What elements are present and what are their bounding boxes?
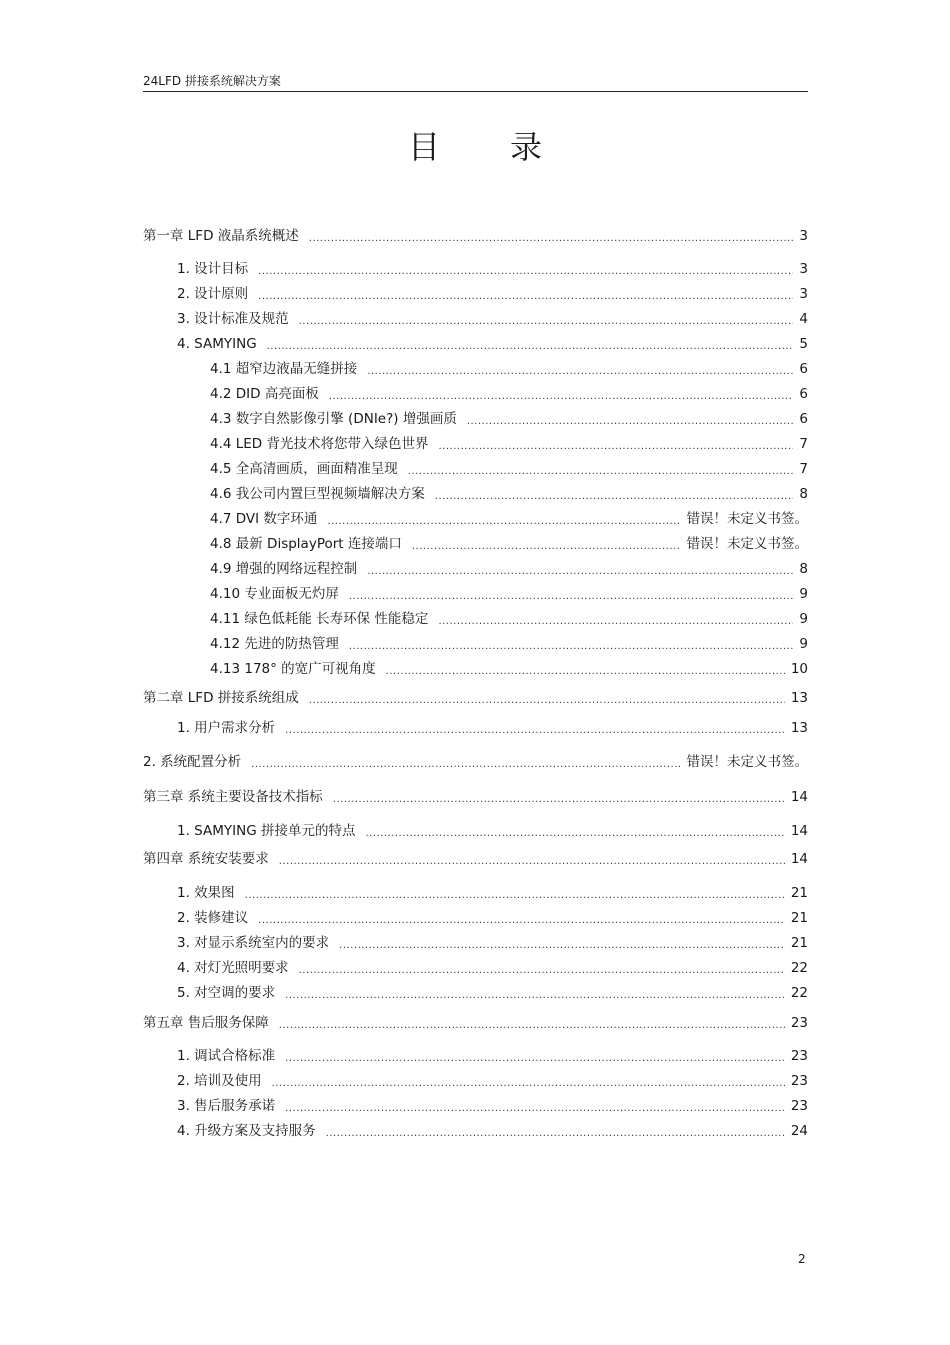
toc-leader-dots xyxy=(333,787,785,807)
toc-entry[interactable] xyxy=(143,226,808,246)
toc-entry-label: 3. 售后服务承诺 xyxy=(177,1098,276,1114)
toc-entry[interactable] xyxy=(143,849,808,869)
toc-entry-label: 第二章 LFD 拼接系统组成 xyxy=(143,690,299,706)
toc-entry-page: 3 xyxy=(799,261,808,277)
toc-entry[interactable] xyxy=(143,752,808,772)
toc-leader-dots xyxy=(349,634,794,654)
toc-leader-dots xyxy=(435,484,794,504)
toc-entry-page: 7 xyxy=(799,461,808,477)
toc-entry-label: 4.4 LED 背光技术将您带入绿色世界 xyxy=(210,436,429,452)
toc-leader-dots xyxy=(285,983,785,1003)
toc-leader-dots xyxy=(467,409,794,429)
toc-entry[interactable] xyxy=(143,1013,808,1033)
toc-entry[interactable] xyxy=(177,883,808,903)
toc-leader-dots xyxy=(412,534,681,554)
toc-entry[interactable] xyxy=(177,983,808,1003)
toc-entry-page: 错误！未定义书签。 xyxy=(686,754,808,770)
toc-entry-label: 2. 装修建议 xyxy=(177,910,249,926)
toc-entry[interactable] xyxy=(177,821,808,841)
toc-leader-dots xyxy=(258,908,785,928)
toc-leader-dots xyxy=(439,434,794,454)
toc-entry-page: 13 xyxy=(790,720,808,736)
toc-entry[interactable] xyxy=(210,459,808,479)
toc-entry-page: 9 xyxy=(799,636,808,652)
toc-entry-page: 4 xyxy=(799,311,808,327)
toc-entry[interactable] xyxy=(210,484,808,504)
toc-entry-label: 2. 系统配置分析 xyxy=(143,754,242,770)
toc-entry-label: 4.10 专业面板无灼屏 xyxy=(210,586,339,602)
toc-entry-label: 1. 效果图 xyxy=(177,885,235,901)
toc-entry[interactable] xyxy=(177,958,808,978)
toc-leader-dots xyxy=(245,883,785,903)
toc-entry-label: 3. 设计标准及规范 xyxy=(177,311,289,327)
toc-entry[interactable] xyxy=(143,787,808,807)
toc-entry[interactable] xyxy=(177,933,808,953)
toc-entry-page: 错误！未定义书签。 xyxy=(686,536,808,552)
toc-leader-dots xyxy=(258,259,793,279)
toc-leader-dots xyxy=(309,226,794,246)
toc-entry-label: 2. 设计原则 xyxy=(177,286,249,302)
toc-entry-page: 9 xyxy=(799,586,808,602)
toc-entry-label: 4.7 DVI 数字环通 xyxy=(210,511,318,527)
toc-leader-dots xyxy=(279,849,785,869)
toc-entry-label: 2. 培训及使用 xyxy=(177,1073,262,1089)
toc-entry-page: 14 xyxy=(790,851,808,867)
toc-entry[interactable] xyxy=(210,359,808,379)
toc-leader-dots xyxy=(285,718,785,738)
toc-leader-dots xyxy=(367,559,793,579)
toc-entry-page: 10 xyxy=(790,661,808,677)
toc-entry[interactable] xyxy=(210,634,808,654)
toc-entry-page: 5 xyxy=(799,336,808,352)
toc-entry-page: 23 xyxy=(790,1015,808,1031)
toc-entry[interactable] xyxy=(177,1096,808,1116)
toc-entry-label: 4.13 178° 的宽广可视角度 xyxy=(210,661,376,677)
toc-entry-page: 14 xyxy=(790,823,808,839)
toc-entry-page: 13 xyxy=(790,690,808,706)
toc-leader-dots xyxy=(251,752,680,772)
toc-entry-label: 1. 用户需求分析 xyxy=(177,720,276,736)
toc-entry-page: 7 xyxy=(799,436,808,452)
toc-title: 目录 xyxy=(407,128,612,166)
toc-entry-label: 4.1 超窄边液晶无缝拼接 xyxy=(210,361,358,377)
toc-entry[interactable] xyxy=(210,559,808,579)
toc-leader-dots xyxy=(365,821,784,841)
toc-entry[interactable] xyxy=(177,908,808,928)
toc-entry-label: 3. 对显示系统室内的要求 xyxy=(177,935,330,951)
toc-entry-page: 错误！未定义书签。 xyxy=(686,511,808,527)
toc-leader-dots xyxy=(267,334,794,354)
toc-entry-page: 23 xyxy=(790,1098,808,1114)
toc-leader-dots xyxy=(279,1013,785,1033)
toc-entry-label: 4.6 我公司内置巨型视频墙解决方案 xyxy=(210,486,425,502)
toc-entry-page: 22 xyxy=(790,960,808,976)
toc-entry-label: 4.12 先进的防热管理 xyxy=(210,636,339,652)
toc-entry[interactable] xyxy=(177,284,808,304)
toc-entry-page: 8 xyxy=(799,561,808,577)
toc-entry-page: 23 xyxy=(790,1048,808,1064)
toc-entry-label: 4.8 最新 DisplayPort 连接端口 xyxy=(210,536,402,552)
toc-entry-page: 6 xyxy=(799,411,808,427)
toc-entry[interactable] xyxy=(210,534,808,554)
toc-entry-page: 23 xyxy=(790,1073,808,1089)
toc-entry[interactable] xyxy=(177,259,808,279)
toc-leader-dots xyxy=(349,584,794,604)
toc-entry[interactable] xyxy=(177,334,808,354)
toc-leader-dots xyxy=(438,609,793,629)
toc-entry[interactable] xyxy=(210,384,808,404)
header-title: 24LFD 拼接系统解决方案 xyxy=(143,74,281,88)
toc-entry[interactable] xyxy=(143,688,808,708)
toc-leader-dots xyxy=(285,1096,785,1116)
toc-entry-page: 3 xyxy=(799,286,808,302)
toc-entry[interactable] xyxy=(210,434,808,454)
toc-entry-label: 4.11 绿色低耗能 长寿环保 性能稳定 xyxy=(210,611,429,627)
toc-entry-page: 14 xyxy=(790,789,808,805)
toc-entry-page: 9 xyxy=(799,611,808,627)
toc-entry-label: 1. SAMYING 拼接单元的特点 xyxy=(177,823,356,839)
toc-entry-label: 第五章 售后服务保障 xyxy=(143,1015,269,1031)
toc-leader-dots xyxy=(272,1071,785,1091)
toc-entry[interactable] xyxy=(177,1046,808,1066)
toc-entry-page: 24 xyxy=(790,1123,808,1139)
toc-entry-page: 21 xyxy=(790,935,808,951)
toc-entry[interactable] xyxy=(210,659,808,679)
toc-entry[interactable] xyxy=(177,1121,808,1141)
toc-leader-dots xyxy=(326,1121,785,1141)
toc-entry[interactable] xyxy=(210,409,808,429)
toc-entry-label: 第四章 系统安装要求 xyxy=(143,851,269,867)
toc-leader-dots xyxy=(339,933,785,953)
toc-leader-dots xyxy=(386,659,785,679)
toc-leader-dots xyxy=(327,509,680,529)
toc-entry[interactable] xyxy=(177,309,808,329)
toc-entry-label: 5. 对空调的要求 xyxy=(177,985,276,1001)
toc-entry-label: 4. 对灯光照明要求 xyxy=(177,960,289,976)
toc-leader-dots xyxy=(285,1046,785,1066)
page-number: 2 xyxy=(798,1252,806,1266)
toc-entry-label: 4. 升级方案及支持服务 xyxy=(177,1123,316,1139)
toc-entry-label: 1. 设计目标 xyxy=(177,261,249,277)
toc-entry-page: 3 xyxy=(799,228,808,244)
toc-entry-page: 22 xyxy=(790,985,808,1001)
toc-entry-label: 4.2 DID 高亮面板 xyxy=(210,386,319,402)
toc-leader-dots xyxy=(299,958,785,978)
toc-entry-page: 8 xyxy=(799,486,808,502)
toc-entry[interactable] xyxy=(210,584,808,604)
toc-leader-dots xyxy=(329,384,794,404)
toc-entry-page: 21 xyxy=(790,885,808,901)
toc-entry[interactable] xyxy=(210,509,808,529)
toc-leader-dots xyxy=(258,284,793,304)
toc-entry-label: 第三章 系统主要设备技术指标 xyxy=(143,789,323,805)
toc-entry-page: 6 xyxy=(799,361,808,377)
toc-entry-label: 4.9 增强的网络远程控制 xyxy=(210,561,358,577)
toc-entry-label: 4. SAMYING xyxy=(177,336,257,352)
toc-leader-dots xyxy=(309,688,785,708)
toc-entry[interactable] xyxy=(210,609,808,629)
toc-leader-dots xyxy=(299,309,794,329)
toc-entry-label: 第一章 LFD 液晶系统概述 xyxy=(143,228,299,244)
toc-entry-label: 4.5 全高清画质，画面精准呈现 xyxy=(210,461,398,477)
toc-entry[interactable] xyxy=(177,718,808,738)
toc-entry-page: 6 xyxy=(799,386,808,402)
toc-leader-dots xyxy=(367,359,793,379)
toc-entry[interactable] xyxy=(177,1071,808,1091)
toc-leader-dots xyxy=(408,459,794,479)
toc-entry-label: 4.3 数字自然影像引擎 (DNIe?) 增强画质 xyxy=(210,411,457,427)
toc-entry-page: 21 xyxy=(790,910,808,926)
toc-entry-label: 1. 调试合格标准 xyxy=(177,1048,276,1064)
